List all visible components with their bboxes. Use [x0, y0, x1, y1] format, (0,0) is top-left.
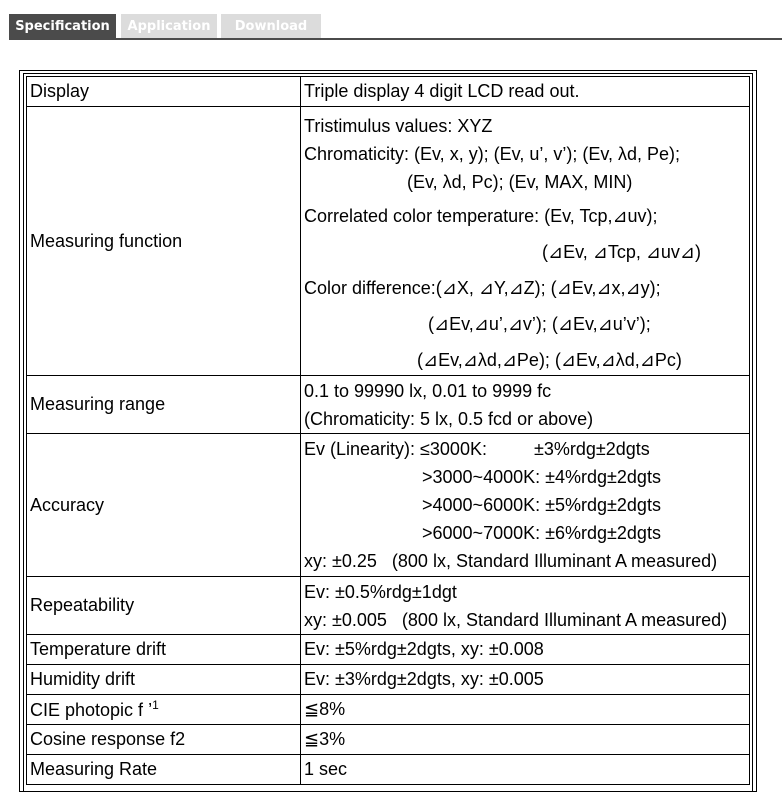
- value-line: (⊿Ev,⊿u’,⊿v’); (⊿Ev,⊿u’v’);: [428, 313, 651, 334]
- value-line: Correlated color temperature: (Ev, Tcp,⊿uv);: [304, 205, 658, 226]
- row-label-cie-photopic: [27, 695, 301, 725]
- tab-underline: [9, 38, 782, 40]
- table-row: [27, 665, 750, 695]
- row-label-accuracy: Accuracy: [27, 434, 301, 577]
- row-label-display: Display: [27, 77, 301, 107]
- row-label-cosine-response: Cosine response f2: [27, 725, 301, 755]
- row-label-measuring-range: Measuring range: [27, 376, 301, 434]
- accuracy-linearity-value: ±3%rdg±2dgts: [533, 439, 650, 459]
- tab-bar: [0, 0, 782, 40]
- table-row: [27, 635, 750, 665]
- tab-download[interactable]: Download: [221, 14, 321, 39]
- row-value-cosine-response: ≦3%: [301, 725, 750, 755]
- row-label-measuring-rate: Measuring Rate: [27, 755, 301, 785]
- row-label-temperature-drift: Temperature drift: [27, 635, 301, 665]
- cie-photopic-footnote: 1: [152, 698, 159, 712]
- table-row: [27, 434, 750, 577]
- value-line: xy: ±0.005 (800 lx, Standard Illuminant A measured): [304, 609, 728, 630]
- table-row: [27, 755, 750, 785]
- row-value-humidity-drift: Ev: ±3%rdg±2dgts, xy: ±0.005: [301, 665, 750, 695]
- row-value-repeatability: [301, 577, 750, 635]
- value-line: (⊿Ev, ⊿Tcp, ⊿uv⊿): [542, 241, 702, 262]
- accuracy-linearity-label: Ev (Linearity): ≤3000K:: [304, 439, 487, 459]
- value-line: Color difference:(⊿X, ⊿Y,⊿Z); (⊿Ev,⊿x,⊿y);: [304, 277, 661, 298]
- value-line: (Ev, λd, Pc); (Ev, MAX, MIN): [407, 171, 633, 192]
- value-line: Ev: ±0.5%rdg±1dgt: [304, 581, 457, 602]
- value-line: >3000~4000K: ±4%rdg±2dgts: [422, 467, 661, 487]
- table-row: [27, 376, 750, 434]
- row-value-temperature-drift: Ev: ±5%rdg±2dgts, xy: ±0.008: [301, 635, 750, 665]
- table-row: [27, 577, 750, 635]
- row-value-measuring-function: [301, 107, 750, 376]
- table-row: [27, 695, 750, 725]
- spec-table-inner-frame: [23, 73, 753, 791]
- value-line: Tristimulus values: XYZ: [304, 115, 493, 136]
- row-label-measuring-function: Measuring function: [27, 107, 301, 376]
- value-line: (Chromaticity: 5 lx, 0.5 fcd or above): [304, 408, 594, 429]
- table-row: [27, 107, 750, 376]
- value-line: xy: ±0.25 (800 lx, Standard Illuminant A measured): [304, 551, 718, 571]
- row-value-display: Triple display 4 digit LCD read out.: [301, 77, 750, 107]
- cie-photopic-label: CIE photopic f ’: [30, 700, 153, 720]
- table-row: [27, 725, 750, 755]
- tab-specification[interactable]: Specification: [9, 14, 116, 39]
- value-line: >6000~7000K: ±6%rdg±2dgts: [422, 523, 661, 543]
- value-line: (⊿Ev,⊿λd,⊿Pe); (⊿Ev,⊿λd,⊿Pc): [417, 349, 682, 370]
- row-value-cie-photopic: ≦8%: [301, 695, 750, 725]
- value-line: 0.1 to 99990 lx, 0.01 to 9999 fc: [304, 380, 552, 401]
- table-row: [27, 77, 750, 107]
- tab-application[interactable]: Application: [121, 14, 217, 39]
- value-line: >4000~6000K: ±5%rdg±2dgts: [422, 495, 661, 515]
- value-line: Chromaticity: (Ev, x, y); (Ev, u’, v’); (Ev, λd, Pe);: [304, 143, 681, 164]
- row-value-accuracy: [301, 434, 750, 577]
- row-label-repeatability: Repeatability: [27, 577, 301, 635]
- row-value-measuring-range: [301, 376, 750, 434]
- row-label-humidity-drift: Humidity drift: [27, 665, 301, 695]
- value-line: [304, 435, 749, 463]
- row-value-measuring-rate: 1 sec: [301, 755, 750, 785]
- spec-table: [26, 76, 750, 785]
- spec-table-frame: [19, 70, 757, 792]
